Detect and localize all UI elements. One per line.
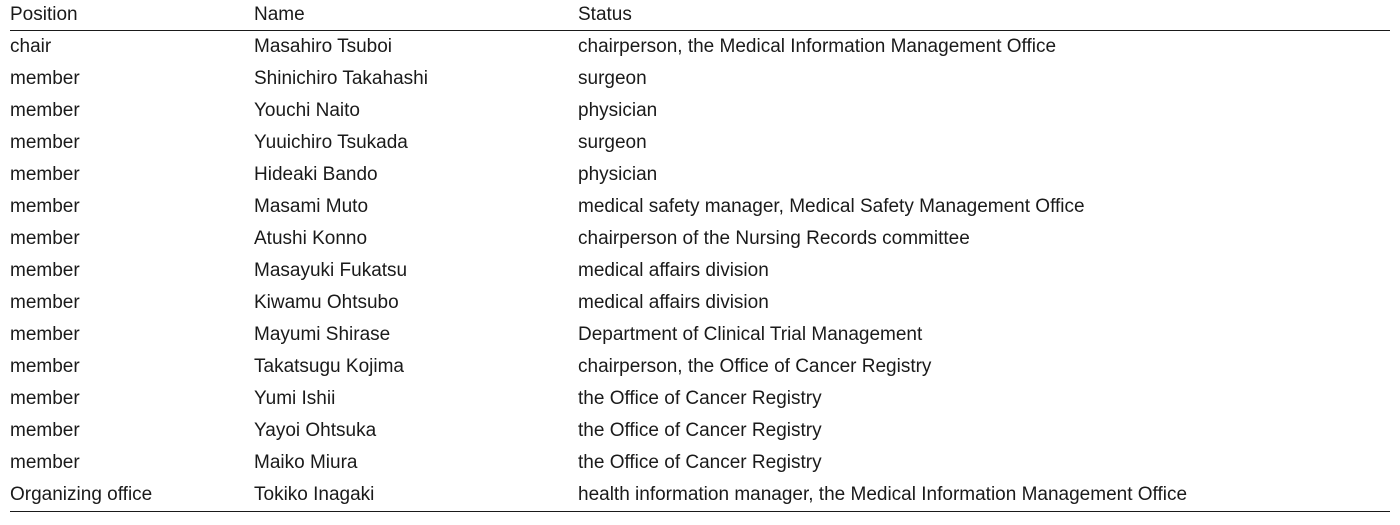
cell-name: Masami Muto xyxy=(254,196,369,217)
cell-name: Yuuichiro Tsukada xyxy=(254,132,408,153)
cell-position: member xyxy=(10,196,80,217)
cell-position: member xyxy=(10,420,80,441)
cell-status: chairperson, the Office of Cancer Registry xyxy=(578,356,932,377)
cell-name: Hideaki Bando xyxy=(254,164,378,185)
cell-status: medical safety manager, Medical Safety Management Office xyxy=(578,196,1085,217)
cell-position: member xyxy=(10,164,80,185)
cell-position: member xyxy=(10,388,80,409)
table-row xyxy=(10,383,1390,415)
table-row xyxy=(10,287,1390,319)
cell-name: Yumi Ishii xyxy=(254,388,336,409)
cell-name: Maiko Miura xyxy=(254,452,358,473)
cell-position: member xyxy=(10,292,80,313)
cell-status: physician xyxy=(578,164,658,185)
table-body xyxy=(10,31,1390,512)
cell-position: chair xyxy=(10,36,52,57)
cell-position: member xyxy=(10,324,80,345)
cell-status: medical affairs division xyxy=(578,292,769,313)
table-row xyxy=(10,319,1390,351)
cell-name: Kiwamu Ohtsubo xyxy=(254,292,399,313)
cell-status: the Office of Cancer Registry xyxy=(578,420,822,441)
cell-status: chairperson, the Medical Information Management Office xyxy=(578,36,1057,57)
table-row xyxy=(10,351,1390,383)
cell-name: Atushi Konno xyxy=(254,228,368,249)
column-header-position: Position xyxy=(10,0,254,31)
cell-status: chairperson of the Nursing Records committee xyxy=(578,228,970,249)
table-row xyxy=(10,255,1390,287)
table-row xyxy=(10,223,1390,255)
cell-name: Tokiko Inagaki xyxy=(254,479,578,512)
cell-status: health information manager, the Medical Information Management Office xyxy=(578,479,1390,512)
header-row xyxy=(10,0,1390,31)
cell-position: member xyxy=(10,260,80,281)
cell-position: member xyxy=(10,356,80,377)
column-header-name: Name xyxy=(254,0,578,31)
cell-position: member xyxy=(10,132,80,153)
table-row xyxy=(10,447,1390,479)
cell-name: Youchi Naito xyxy=(254,100,360,121)
table-row xyxy=(10,95,1390,127)
column-header-status: Status xyxy=(578,0,1390,31)
table-row xyxy=(10,31,1390,64)
cell-name: Shinichiro Takahashi xyxy=(254,68,428,89)
cell-name: Takatsugu Kojima xyxy=(254,356,404,377)
cell-status: medical affairs division xyxy=(578,260,769,281)
cell-name: Yayoi Ohtsuka xyxy=(254,420,377,441)
cell-status: Department of Clinical Trial Management xyxy=(578,324,923,345)
cell-status: surgeon xyxy=(578,68,647,89)
cell-name: Masahiro Tsuboi xyxy=(254,36,393,57)
cell-position: member xyxy=(10,228,80,249)
table-row xyxy=(10,63,1390,95)
table-row xyxy=(10,479,1390,512)
cell-status: the Office of Cancer Registry xyxy=(578,452,822,473)
cell-position: member xyxy=(10,100,80,121)
table-row xyxy=(10,191,1390,223)
cell-status: the Office of Cancer Registry xyxy=(578,388,822,409)
cell-position: Organizing office xyxy=(10,479,254,512)
table-row xyxy=(10,159,1390,191)
table-row xyxy=(10,127,1390,159)
cell-position: member xyxy=(10,68,80,89)
table-row xyxy=(10,415,1390,447)
cell-status: surgeon xyxy=(578,132,647,153)
cell-name: Mayumi Shirase xyxy=(254,324,391,345)
cell-position: member xyxy=(10,452,80,473)
committee-table-container xyxy=(10,0,1390,512)
cell-status: physician xyxy=(578,100,658,121)
table-header xyxy=(10,0,1390,31)
committee-table xyxy=(10,0,1390,512)
cell-name: Masayuki Fukatsu xyxy=(254,260,408,281)
